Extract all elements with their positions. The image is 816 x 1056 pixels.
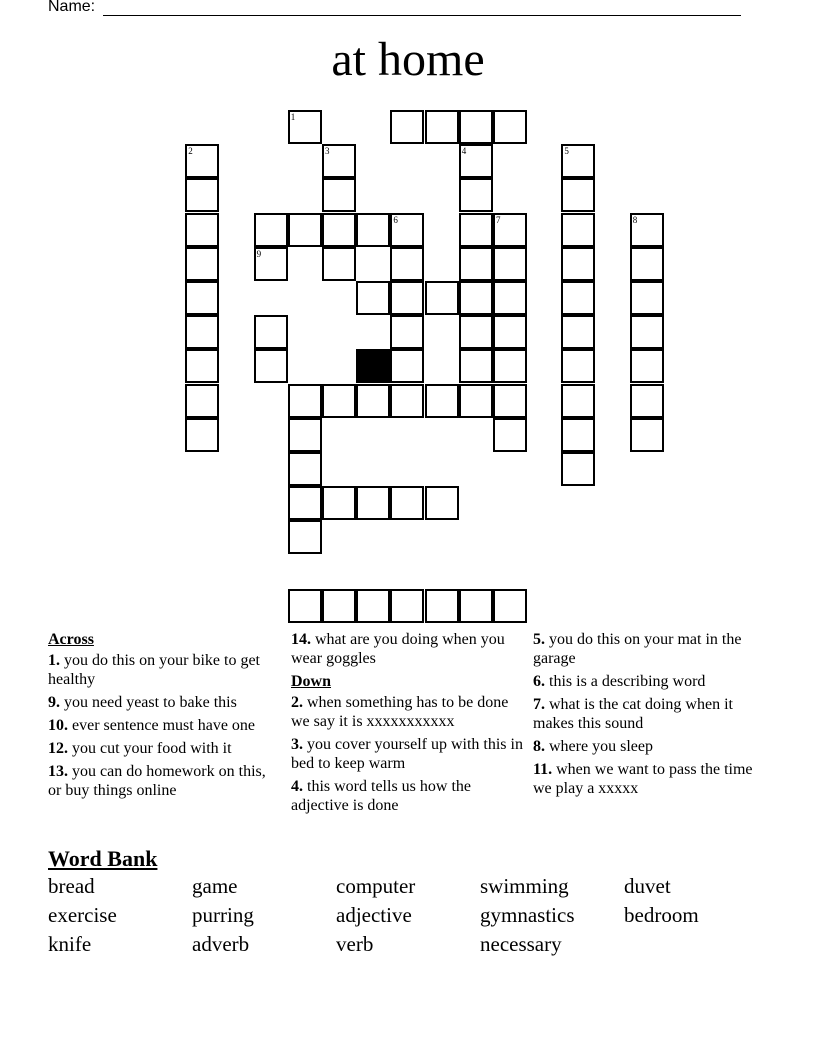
crossword-cell[interactable] (425, 589, 459, 623)
crossword-cell[interactable] (459, 213, 493, 247)
crossword-cell[interactable] (390, 486, 424, 520)
crossword-cell[interactable] (185, 144, 219, 178)
crossword-cell[interactable] (254, 247, 288, 281)
crossword-cell[interactable] (322, 178, 356, 212)
word-bank-word: purring (192, 903, 254, 927)
word-bank-word: gymnastics (480, 903, 575, 927)
clue-number: 8 (632, 214, 638, 225)
crossword-cell[interactable] (356, 384, 390, 418)
word-bank-row (48, 874, 768, 903)
clue (291, 735, 523, 773)
crossword-cell[interactable] (561, 178, 595, 212)
crossword-cell[interactable] (322, 589, 356, 623)
word-bank-word: bread (48, 874, 95, 898)
crossword-cell[interactable] (390, 384, 424, 418)
crossword-cell[interactable] (561, 247, 595, 281)
clue-text: you do this on your mat in the garage (533, 631, 742, 667)
crossword-cell[interactable] (561, 349, 595, 383)
crossword-cell[interactable] (493, 384, 527, 418)
clue (533, 630, 758, 668)
crossword-cell[interactable] (356, 213, 390, 247)
crossword-cell[interactable] (425, 281, 459, 315)
crossword-cell[interactable] (322, 247, 356, 281)
crossword-cell[interactable] (322, 213, 356, 247)
crossword-cell[interactable] (493, 315, 527, 349)
crossword-cell[interactable] (356, 589, 390, 623)
crossword-cell[interactable] (561, 281, 595, 315)
word-bank-word: swimming (480, 874, 569, 898)
crossword-cell[interactable] (185, 247, 219, 281)
clue-number: 1 (290, 112, 296, 122)
clue-num: 2. (291, 694, 303, 711)
crossword-cell[interactable] (561, 452, 595, 486)
word-bank-word: adverb (192, 932, 250, 956)
clue (533, 760, 758, 798)
name-label: Name: (48, 0, 96, 15)
clue-num: 5. (533, 631, 545, 648)
crossword-cell[interactable] (288, 384, 322, 418)
crossword-cell[interactable] (459, 144, 493, 178)
clue-num: 3. (291, 736, 303, 753)
crossword-cell[interactable] (390, 349, 424, 383)
word-bank (48, 874, 768, 961)
crossword-cell[interactable] (254, 349, 288, 383)
crossword-cell[interactable] (288, 110, 322, 144)
clue-text: what are you doing when you wear goggles (291, 631, 505, 667)
clue-text: when something has to be done we say it is xxxxxxxxxxx (291, 694, 509, 730)
clue-num: 8. (533, 738, 545, 755)
crossword-cell[interactable] (356, 281, 390, 315)
crossword-cell[interactable] (390, 589, 424, 623)
crossword-cell[interactable] (185, 281, 219, 315)
clue-text: when we want to pass the time we play a xxxxx (533, 761, 753, 797)
crossword-cell[interactable] (459, 589, 493, 623)
crossword-cell[interactable] (630, 315, 664, 349)
crossword-cell[interactable] (459, 110, 493, 144)
crossword-cell[interactable] (493, 589, 527, 623)
crossword-cell[interactable] (390, 315, 424, 349)
crossword-cell[interactable] (425, 384, 459, 418)
crossword-cell[interactable] (288, 213, 322, 247)
crossword-cell[interactable] (390, 213, 424, 247)
word-bank-word: computer (336, 874, 416, 898)
crossword-cell[interactable] (288, 452, 322, 486)
clue-number: 5 (564, 146, 569, 157)
crossword-cell[interactable] (630, 281, 664, 315)
crossword-cell[interactable] (630, 349, 664, 383)
page-title: at home (331, 33, 485, 86)
crossword-cell[interactable] (185, 315, 219, 349)
clue (48, 716, 273, 735)
clue (48, 693, 273, 712)
clue-num: 10. (48, 717, 68, 734)
clue-text: this word tells us how the adjective is done (291, 778, 471, 814)
crossword-cell[interactable] (185, 178, 219, 212)
crossword-cell[interactable] (459, 281, 493, 315)
clue-text: you can do homework on this, or buy things online (48, 763, 266, 799)
crossword-cell[interactable] (630, 418, 664, 452)
clue (533, 672, 758, 691)
clue-number: 6 (393, 214, 398, 225)
clue (291, 693, 523, 731)
clue-num: 13. (48, 763, 68, 780)
word-bank-word: bedroom (624, 903, 699, 927)
crossword-cell[interactable] (390, 110, 424, 144)
crossword-cell[interactable] (561, 315, 595, 349)
crossword-cell[interactable] (493, 281, 527, 315)
crossword-cell[interactable] (561, 384, 595, 418)
word-bank-word: game (192, 874, 238, 898)
crossword-cell[interactable] (288, 486, 322, 520)
crossword-cell[interactable] (493, 418, 527, 452)
crossword-cell[interactable] (459, 178, 493, 212)
across-heading: Across (48, 631, 94, 648)
crossword-cell[interactable] (630, 384, 664, 418)
crossword-cell[interactable] (493, 247, 527, 281)
clue-num: 6. (533, 673, 545, 690)
clue-number: 9 (256, 248, 262, 259)
clue-num: 1. (48, 652, 60, 669)
clue-text: ever sentence must have one (68, 717, 256, 734)
crossword-cell[interactable] (630, 213, 664, 247)
clue-text: you cut your food with it (68, 740, 232, 757)
crossword-cell[interactable] (254, 213, 288, 247)
word-bank-row (48, 903, 768, 932)
crossword-cell[interactable] (459, 349, 493, 383)
crossword-cell[interactable] (425, 486, 459, 520)
clue (291, 630, 523, 668)
crossword-cell[interactable] (493, 349, 527, 383)
clue-number: 3 (325, 146, 330, 157)
down-heading: Down (291, 673, 332, 690)
crossword-cell[interactable] (493, 213, 527, 247)
clue-num: 12. (48, 740, 68, 757)
crossword-cell[interactable] (390, 247, 424, 281)
word-bank-word: duvet (624, 874, 671, 898)
crossword-cell[interactable] (459, 315, 493, 349)
clue-text: you do this on your bike to get healthy (48, 652, 260, 688)
word-bank-row (48, 932, 768, 961)
word-bank-word: knife (48, 932, 92, 956)
clue-text: you need yeast to bake this (60, 694, 237, 711)
clue (291, 777, 523, 815)
clue-text: where you sleep (545, 738, 653, 755)
crossword-cell[interactable] (288, 418, 322, 452)
crossword-cell[interactable] (630, 247, 664, 281)
clue (533, 695, 758, 733)
word-bank-word: necessary (480, 932, 562, 956)
crossword-cell[interactable] (425, 110, 459, 144)
clue-num: 14. (291, 631, 311, 648)
clue (48, 651, 273, 689)
black-cell (356, 349, 390, 383)
crossword-cell[interactable] (322, 486, 356, 520)
clue (48, 762, 273, 800)
crossword-cell[interactable] (254, 315, 288, 349)
clue-number: 4 (461, 146, 467, 157)
clue-text: this is a describing word (545, 673, 706, 690)
clue-num: 11. (533, 761, 553, 778)
clue-num: 7. (533, 696, 545, 713)
clue-text: you cover yourself up with this in bed to keep warm (291, 736, 523, 772)
clue-num: 4. (291, 778, 303, 795)
crossword-cell[interactable] (185, 349, 219, 383)
crossword-cell[interactable] (185, 384, 219, 418)
crossword-cell[interactable] (288, 589, 322, 623)
clue-number: 7 (496, 214, 501, 225)
clues-column-2 (291, 630, 523, 819)
crossword-cell[interactable] (561, 213, 595, 247)
crossword-cell[interactable] (356, 486, 390, 520)
crossword-cell[interactable] (390, 281, 424, 315)
crossword-cell[interactable] (322, 384, 356, 418)
clue-number: 2 (188, 146, 193, 157)
crossword-cell[interactable] (493, 110, 527, 144)
crossword-cell[interactable] (288, 520, 322, 554)
clue (48, 739, 273, 758)
crossword-cell[interactable] (459, 384, 493, 418)
clue-text: what is the cat doing when it makes this sound (533, 696, 733, 732)
word-bank-word: adjective (336, 903, 412, 927)
crossword-cell[interactable] (185, 213, 219, 247)
crossword-cell[interactable] (561, 418, 595, 452)
clue (533, 737, 758, 756)
crossword-cell[interactable] (459, 247, 493, 281)
word-bank-word: exercise (48, 903, 117, 927)
crossword-cell[interactable] (185, 418, 219, 452)
clues-column-1 (48, 630, 273, 804)
clue-num: 9. (48, 694, 60, 711)
word-bank-word: verb (336, 932, 374, 956)
word-bank-title: Word Bank (48, 846, 158, 871)
clues-column-3 (533, 630, 758, 802)
crossword-cell[interactable] (561, 144, 595, 178)
crossword-cell[interactable] (322, 144, 356, 178)
